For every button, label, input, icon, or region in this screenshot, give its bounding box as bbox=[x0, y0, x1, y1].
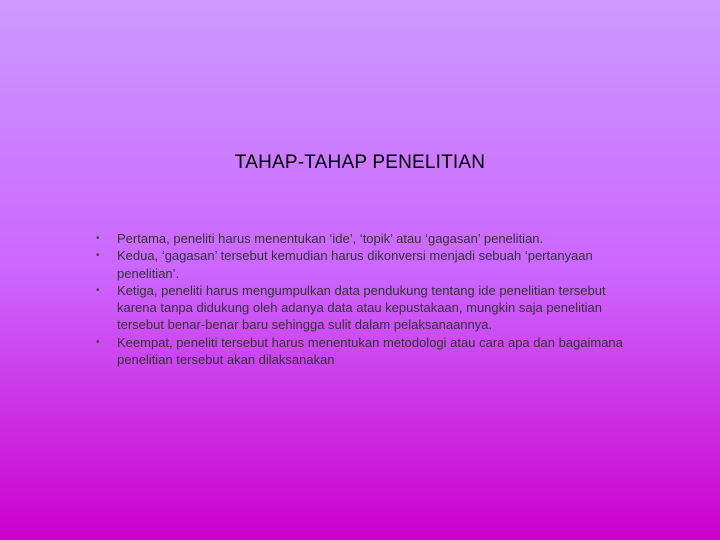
bullet-item bbox=[96, 247, 626, 282]
bullet-list bbox=[96, 230, 626, 368]
bullet-text: Pertama, peneliti harus menentukan ‘ide’, ‘topik’ atau ‘gagasan’ penelitian. bbox=[117, 231, 544, 246]
bullet-item bbox=[96, 282, 626, 334]
bullet-icon: • bbox=[96, 284, 100, 296]
bullet-icon: • bbox=[96, 336, 100, 348]
bullet-text: Kedua, ‘gagasan’ tersebut kemudian harus dikonversi menjadi sebuah ‘pertanyaan penelitian’. bbox=[117, 248, 593, 281]
bullet-item bbox=[96, 230, 626, 247]
bullet-text: Ketiga, peneliti harus mengumpulkan data pendukung tentang ide penelitian tersebut karena tanpa didukung oleh adanya data atau kepustakaan, mungkin saja penelitian tersebut benar-benar baru sehingga sulit dalam pelaksanaannya. bbox=[117, 282, 606, 333]
slide-title: TAHAP-TAHAP PENELITIAN bbox=[234, 152, 486, 173]
bullet-item bbox=[96, 334, 626, 369]
bullet-text: Keempat, peneliti tersebut harus menentukan metodologi atau cara apa dan bagaimana penelitian tersebut akan dilaksanakan bbox=[117, 334, 623, 368]
bullet-icon: • bbox=[96, 233, 100, 244]
bullet-icon: • bbox=[96, 250, 100, 262]
